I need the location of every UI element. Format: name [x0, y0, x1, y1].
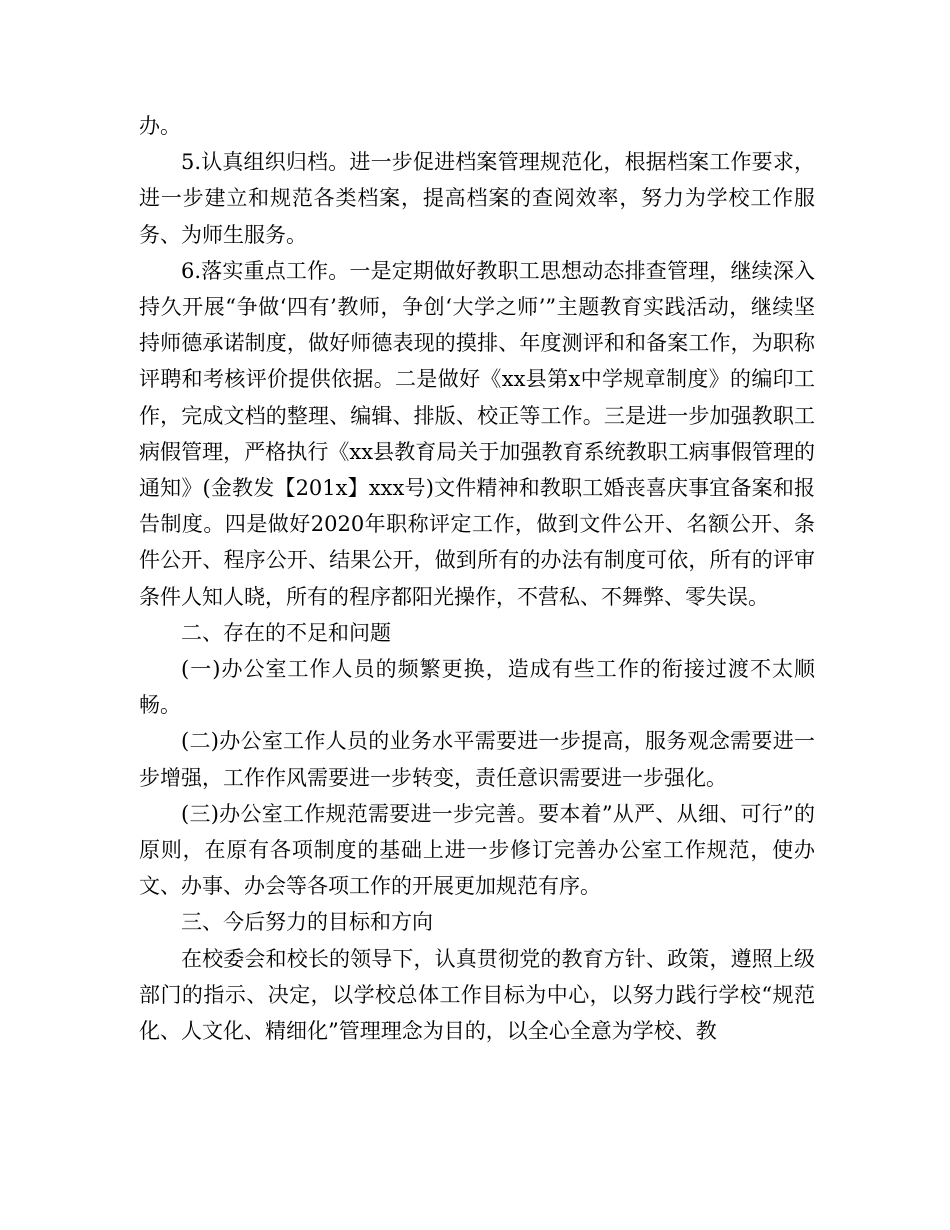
paragraph-continuation: 办。	[139, 114, 181, 138]
paragraph-future-goals: 在校委会和校长的领导下，认真贯彻党的教育方针、政策，遵照上级部门的指示、决定，以学校总体工作目标为中心，以努力践行学校“规范化、人文化、精细化”管理理念为目的，以全心全意为学校、教	[139, 946, 815, 1044]
paragraph-issue-2: (二)办公室工作人员的业务水平需要进一步提高，服务观念需要进一步增强，工作作风需要进一步转变，责任意识需要进一步强化。	[139, 729, 815, 790]
paragraph-issue-3: (三)办公室工作规范需要进一步完善。要本着”从严、从细、可行”的原则，在原有各项制度的基础上进一步修订完善办公室工作规范，使办文、办事、办会等各项工作的开展更加规范有序。	[139, 801, 815, 899]
document-page	[139, 108, 815, 1049]
section-heading-shortcomings: 二、存在的不足和问题	[181, 620, 391, 645]
paragraph-item-6-key-work: 6.落实重点工作。一是定期做好教职工思想动态排查管理，继续深入持久开展“争做‘四有’教师，争创‘大学之师’”主题教育实践活动，继续坚持师德承诺制度，做好师德表现的摸排、年度测评和和备案工作，为职称评聘和考核评价提供依据。二是做好《xx县第x中学规章制度》的编印工作，完成文档的整理、编辑、排版、校正等工作。三是进一步加强教职工病假管理，严格执行《xx县教育局关于加强教育系统教职工病事假管理的通知》(金教发【201x】xxx号)文件精神和教职工婚丧喜庆事宜备案和报告制度。四是做好2020年职称评定工作，做到文件公开、名额公开、条件公开、程序公开、结果公开，做到所有的办法有制度可依，所有的评审条件人知人晓，所有的程序都阳光操作，不营私、不舞弊、零失误。	[139, 258, 815, 609]
section-heading-future-goals: 三、今后努力的目标和方向	[181, 910, 433, 935]
paragraph-item-5-archiving: 5.认真组织归档。进一步促进档案管理规范化，根据档案工作要求，进一步建立和规范各类档案，提高档案的查阅效率，努力为学校工作服务、为师生服务。	[139, 150, 815, 247]
paragraph-issue-1: (一)办公室工作人员的频繁更换，造成有些工作的衔接过渡不太顺畅。	[139, 657, 815, 718]
